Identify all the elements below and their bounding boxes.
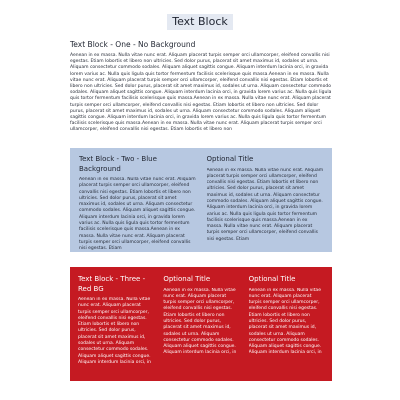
page-title-wrapper — [0, 10, 400, 30]
text-block-three-optional-column-1 — [163, 275, 238, 381]
text-block-three-optional-body-1: Aenean in ex massa. Nulla vitae nunc erat. Aliquam placerat turpis semper orci ullamcorper, eleifend convallis nisi egestas. Etiam lobortis et libero non ultricies. Sed dolor purus, placerat sit amet maximus id, sodales ut urna. Aliquam consectetur commodo sodales. Aliquam aliquet sagittis congue. Aliquam interdum lacinia orci, in — [163, 287, 237, 356]
page-title: Text Block — [167, 14, 233, 30]
text-block-one — [70, 40, 332, 134]
text-block-three-title: Text Block - Three - Red BG — [78, 275, 146, 293]
text-block-two — [70, 148, 332, 252]
text-block-two-optional-body: Aenean in ex massa. Nulla vitae nunc erat. Aliquam placerat turpis semper orci ullamcorper, eleifend convallis nisi egestas. Etiam lobortis et libero non ultricies. Sed dolor purus, placerat sit amet maximus id, sodales ut urna. Aliquam consectetur commodo sodales. Aliquam aliquet sagittis congue. Aliquam interdum lacinia orci, in gravida lorem varius ac. Nulla quis ligula quis tortor fermentum facilisis scelerisque quis massa.Aenean in ex massa. Nulla vitae nunc erat. Aliquam placerat turpis semper orci ullamcorper, eleifend convallis nisi egestas. Etiam — [206, 167, 324, 242]
text-block-two-optional-title: Optional Title — [206, 155, 254, 163]
text-block-three — [70, 267, 332, 381]
text-block-two-title: Text Block - Two - Blue Background — [79, 155, 157, 173]
text-block-three-optional-column-2 — [249, 275, 324, 381]
text-block-three-optional-title-1: Optional Title — [163, 275, 211, 283]
text-block-one-body: Aenean in ex massa. Nulla vitae nunc erat. Aliquam placerat turpis semper orci ullamcorper, eleifend convallis nisi egestas. Etiam lobortis et libero non ultricies. Sed dolor purus, placerat sit amet maximus id, sodales ut urna. Aliquam consectetur commodo sodales. Aliquam aliquet sagittis congue. Aliquam interdum lacinia orci, in gravida lorem varius ac. Nulla quis ligula quis tortor fermentum facilisis scelerisque quis massa.Aenean in ex massa. Nulla vitae nunc erat. Aliquam placerat turpis semper orci ullamcorper, eleifend convallis nisi egestas. Etiam lobortis et libero non ultricies. Sed dolor purus, placerat sit amet maximus id, sodales ut urna. Aliquam consectetur commodo sodales. Aliquam aliquet sagittis congue. Aliquam interdum lacinia orci, in gravida lorem varius ac. Nulla quis ligula quis tortor fermentum facilisis scelerisque quis massa.Aenean in ex massa. Nulla vitae nunc erat. Aliquam placerat turpis semper orci ullamcorper, eleifend convallis nisi egestas. Etiam lobortis et libero non ultricies. Sed dolor purus, placerat sit amet maximus id, sodales ut urna. Aliquam consectetur commodo sodales. Aliquam aliquet sagittis congue. Aliquam interdum lacinia orci, in gravida lorem varius ac. Nulla quis ligula quis tortor fermentum facilisis scelerisque quis massa.Aenean in ex massa. Nulla vitae nunc erat. Aliquam placerat turpis semper orci ullamcorper, eleifend convallis nisi egestas. Etiam lobortis et libero non — [70, 53, 332, 133]
text-block-three-body: Aenean in ex massa. Nulla vitae nunc erat. Aliquam placerat turpis semper orci ullamcorper, eleifend convallis nisi egestas. Etiam lobortis et libero non ultricies. Sed dolor purus, placerat sit amet maximus id, sodales ut urna. Aliquam consectetur commodo sodales. Aliquam aliquet sagittis congue. Aliquam interdum lacinia orci, in — [78, 297, 152, 365]
text-block-three-optional-title-2: Optional Title — [248, 275, 296, 283]
text-block-one-title: Text Block - One - No Background — [70, 40, 196, 49]
text-block-three-main-column — [78, 275, 153, 381]
text-block-two-body: Aenean in ex massa. Nulla vitae nunc erat. Aliquam placerat turpis semper orci ullamcorper, eleifend convallis nisi egestas. Etiam lobortis et libero non ultricies. Sed dolor purus, placerat sit amet maximus id, sodales ut urna. Aliquam consectetur commodo sodales. Aliquam aliquet sagittis congue. Aliquam interdum lacinia orci, in gravida lorem varius ac. Nulla quis ligula quis tortor fermentum facilisis scelerisque quis massa.Aenean in ex massa. Nulla vitae nunc erat. Aliquam placerat turpis semper orci ullamcorper, eleifend convallis nisi egestas. Etiam — [79, 177, 196, 252]
text-block-three-optional-body-2: Aenean in ex massa. Nulla vitae nunc erat. Aliquam placerat turpis semper orci ullamcorper, eleifend convallis nisi egestas. Etiam lobortis et libero non ultricies. Sed dolor purus, placerat sit amet maximus id, sodales ut urna. Aliquam consectetur commodo sodales. Aliquam aliquet sagittis congue. Aliquam interdum lacinia orci, in — [248, 287, 322, 356]
text-block-two-optional-column — [207, 155, 325, 252]
text-block-two-main-column — [79, 155, 197, 252]
